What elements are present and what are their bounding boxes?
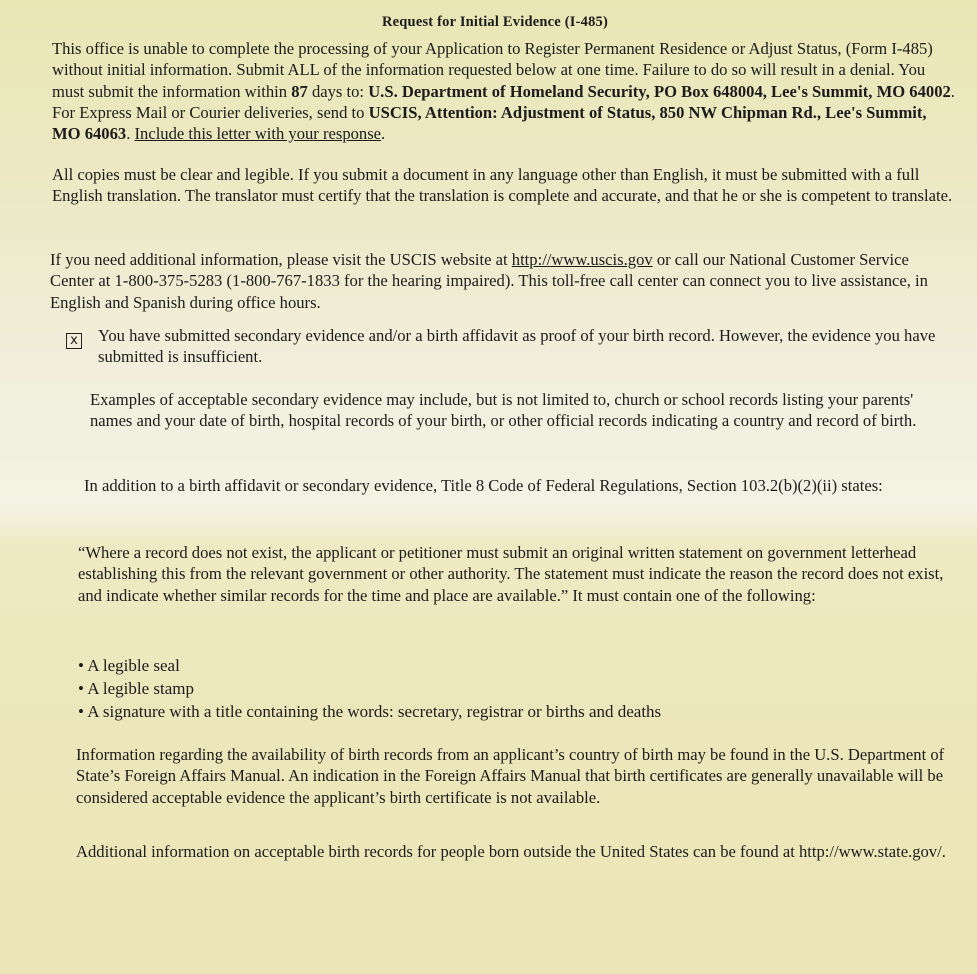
checkbox-checked: x [66, 333, 82, 349]
paragraph-instructions: This office is unable to complete the processing of your Application to Register Permanent Residence or Adjust Status, (Form I-485) without initial information. Submit ALL of the information requested below at one time. Failure to do so will result in a denial. You must submit the information within 87 days to: U.S. Department of Homeland Security, PO Box 648004, Lee's Summit, MO 64002. For Express Mail or Courier deliveries, send to USCIS, Attention: Adjustment of Status, 850 NW Chipman Rd., Lee's Summit, MO 64063. Include this letter with your response. [52, 39, 955, 144]
paragraph-quote: “Where a record does not exist, the applicant or petitioner must submit an original written statement on government letterhead establishing this from the relevant government or other authority. The statement must indicate the reason the record does not exist, and indicate whether similar records for the time and place are available.” It must contain one of the following: [78, 543, 944, 605]
list-item: • A legible seal [78, 654, 958, 677]
uscis-link[interactable]: http://www.uscis.gov [511, 250, 653, 269]
paragraph-copies: All copies must be clear and legible. If you submit a document in any language other than English, it must be submitted with a full English translation. The translator must certify that the translation is complete and accurate, and that he or she is competent to translate. [52, 165, 953, 206]
paragraph-examples: Examples of acceptable secondary evidence may include, but is not limited to, church or school records listing your parents' names and your date of birth, hospital records of your birth, or other official records indicating a country and record of birth. [90, 390, 917, 431]
paragraph-regulation: In addition to a birth affidavit or secondary evidence, Title 8 Code of Federal Regulations, Section 103.2(b)(2)(ii) states: [84, 476, 883, 495]
paragraph-contact: If you need additional information, please visit the USCIS website at http://www.uscis.gov or call our National Customer Service Center at 1-800-375-5283 (1-800-767-1833 for the hearing impaired). This toll-free call center can connect you to live assistance, in English and Spanish during office hours. [50, 250, 928, 312]
requirements-list [78, 654, 958, 723]
paragraph-insufficient-evidence: You have submitted secondary evidence and/or a birth affidavit as proof of your birth record. However, the evidence you have submitted is insufficient. [98, 326, 936, 367]
list-item: • A signature with a title containing the words: secretary, registrar or births and deaths [78, 700, 958, 723]
letter-heading: Request for Initial Evidence (I-485) [381, 14, 609, 30]
list-item: • A legible stamp [78, 677, 958, 700]
paragraph-foreign-affairs: Information regarding the availability of birth records from an applicant’s country of birth may be found in the U.S. Department of State’s Foreign Affairs Manual. An indication in the Foreign Affairs Manual that birth certificates are generally unavailable will be considered acceptable evidence the applicant’s birth certificate is not available. [76, 745, 945, 807]
include-letter-note: Include this letter with your response [134, 124, 382, 144]
paragraph-additional-info: Additional information on acceptable birth records for people born outside the United States can be found at http://www.state.gov/. [76, 842, 946, 861]
